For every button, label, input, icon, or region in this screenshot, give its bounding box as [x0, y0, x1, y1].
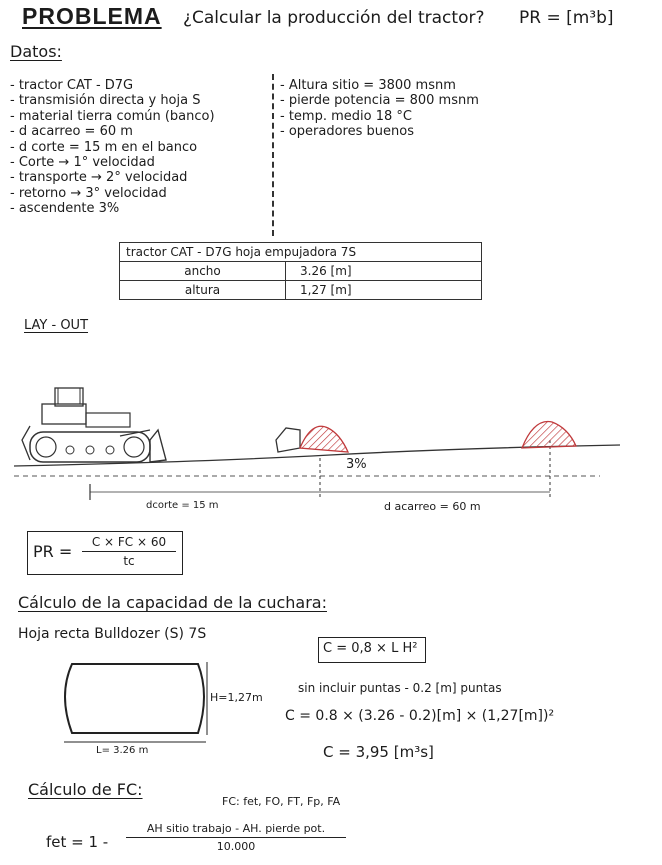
table-cell-value: 1,27 [m] — [286, 281, 482, 300]
fet-lhs: fet = 1 - — [46, 833, 109, 851]
capacity-result: C = 3,95 [m³s] — [323, 743, 434, 761]
height-label: H=1,27m — [210, 691, 263, 704]
list-item: - tractor CAT - D7G — [10, 78, 134, 93]
list-item: - pierde potencia = 800 msnm — [280, 93, 479, 109]
layout-heading: LAY - OUT — [24, 318, 89, 333]
list-item: - transporte → 2° velocidad — [10, 170, 188, 186]
list-item: - d acarreo = 60 m — [10, 124, 133, 140]
table-cell-label: ancho — [120, 262, 286, 281]
table-header-cell: tractor CAT - D7G hoja empujadora 7S — [120, 243, 482, 262]
capacity-formula: C = 0,8 × L H² — [323, 641, 418, 656]
pr-formula-lhs: PR = — [33, 542, 73, 561]
fet-fraction — [126, 822, 346, 853]
datos-heading: Datos: — [10, 42, 62, 61]
d-corte-label: dcorte = 15 m — [146, 500, 219, 511]
problem-question: ¿Calcular la producción del tractor? — [183, 8, 485, 28]
list-item: - ascendente 3% — [10, 201, 120, 217]
list-item: - Altura sitio = 3800 msnm — [280, 78, 456, 93]
list-item: - retorno → 3° velocidad — [10, 185, 167, 201]
table-cell-value: 3.26 [m] — [286, 262, 482, 281]
list-item: - transmisión directa y hoja S — [10, 93, 201, 109]
list-item: - Corte → 1° velocidad — [10, 154, 155, 170]
table-cell-label: altura — [120, 281, 286, 300]
capacity-note: sin incluir puntas - 0.2 [m] puntas — [298, 681, 502, 695]
pr-formula-numerator: C × FC × 60 — [91, 535, 167, 549]
blade-shape — [65, 664, 204, 733]
problem-title: PROBLEMA — [22, 3, 162, 29]
fet-denominator: 10.000 — [216, 840, 256, 853]
capacity-calculation: C = 0.8 × (3.26 - 0.2)[m] × (1,27[m])² — [285, 708, 555, 724]
length-label: L= 3.26 m — [96, 745, 149, 756]
production-unit: PR = [m³b] — [519, 8, 614, 28]
fet-numerator: AH sitio trabajo - AH. pierde pot. — [146, 822, 326, 835]
fc-heading: Cálculo de FC: — [28, 780, 143, 799]
list-item: - temp. medio 18 °C — [280, 108, 412, 124]
pr-formula-denominator: tc — [123, 554, 135, 568]
list-item: - material tierra común (banco) — [10, 108, 215, 124]
blade-description: Hoja recta Bulldozer (S) 7S — [18, 626, 207, 642]
d-acarreo-label: d acarreo = 60 m — [384, 500, 481, 513]
fc-factors: FC: fet, FO, FT, Fp, FA — [222, 795, 341, 808]
slope-label: 3% — [346, 457, 367, 472]
capacidad-heading: Cálculo de la capacidad de la cuchara: — [18, 593, 327, 612]
list-item: - operadores buenos — [280, 124, 414, 140]
fraction-bar — [126, 837, 346, 838]
list-item: - d corte = 15 m en el banco — [10, 139, 198, 155]
